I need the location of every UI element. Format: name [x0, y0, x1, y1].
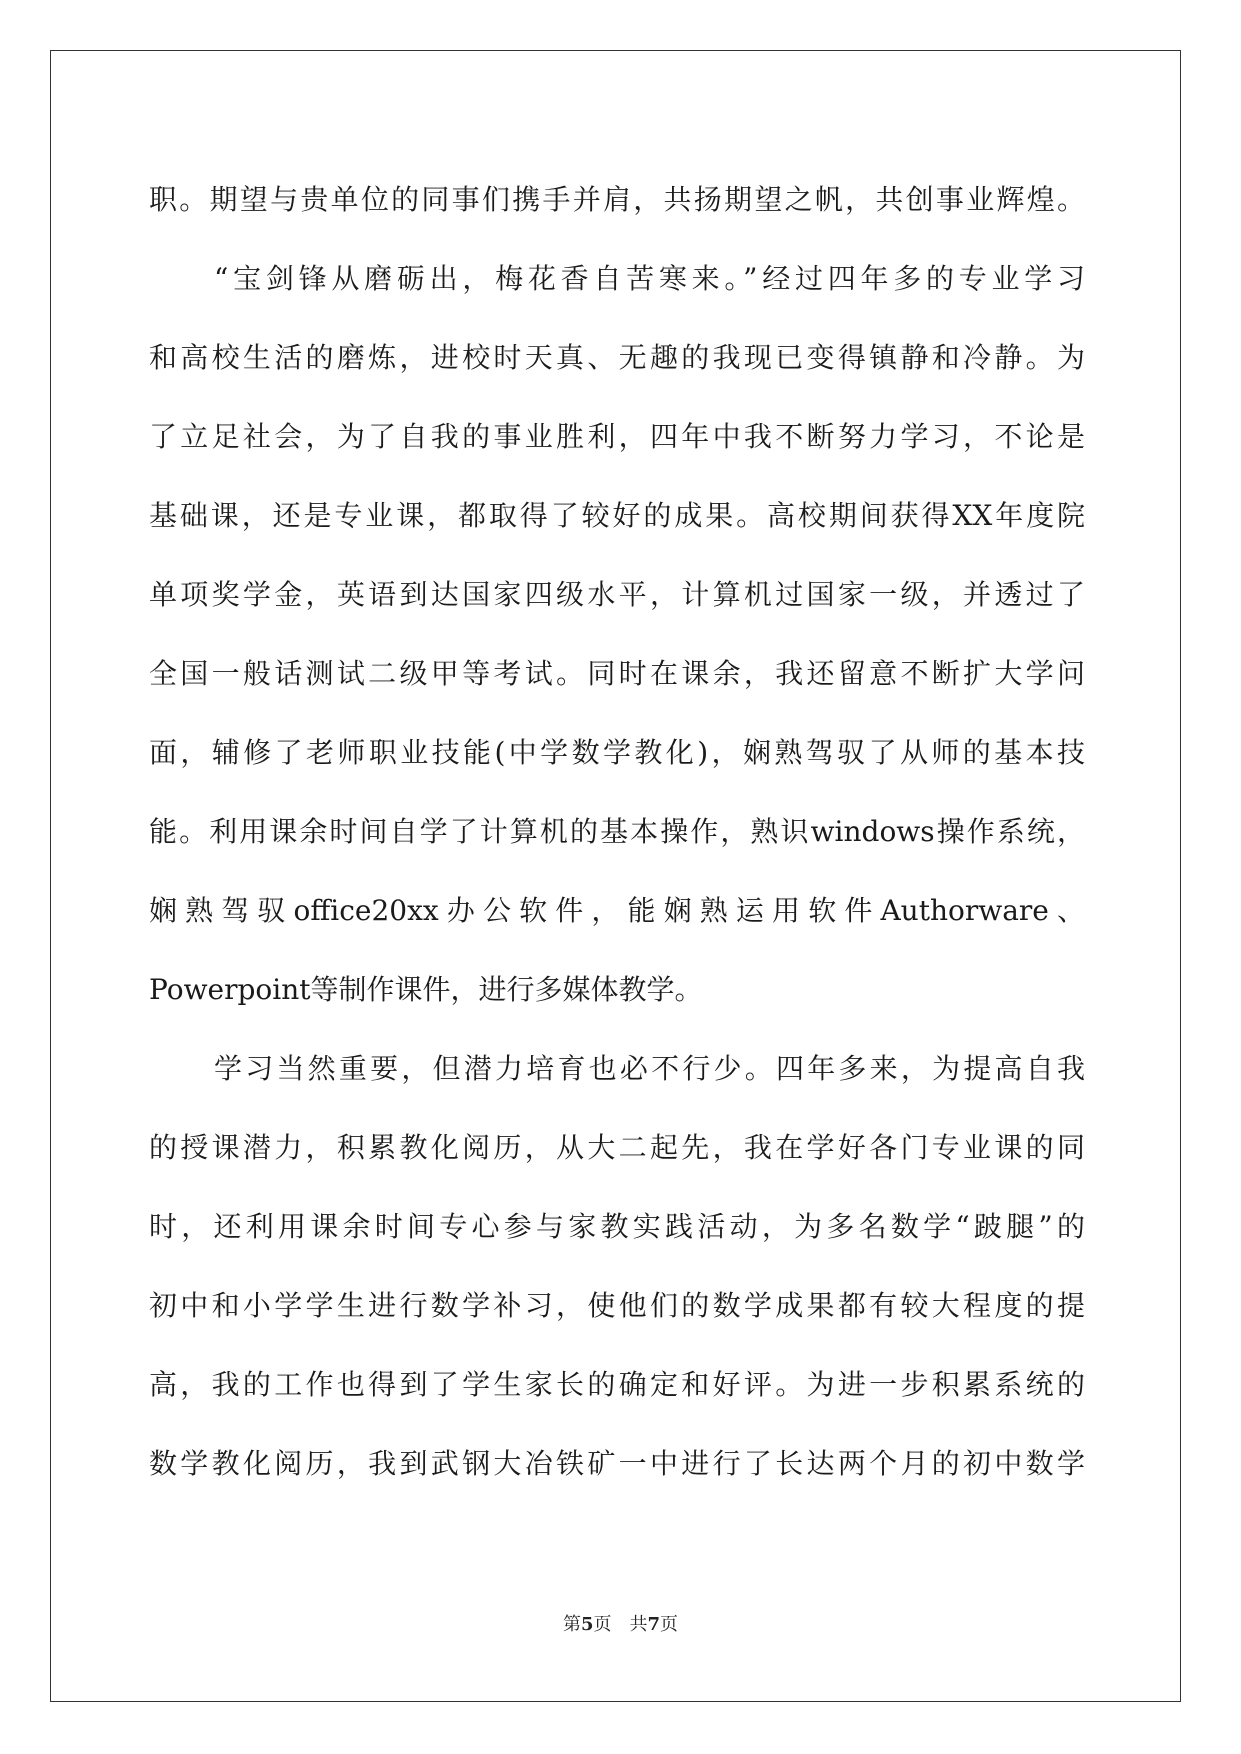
total-unit: 页 [660, 1614, 679, 1635]
text-line: 基础课，还是专业课，都取得了较好的成果。高校期间获得XX年度院 [149, 499, 1085, 532]
text-line: 娴熟驾驭office20xx办公软件，能娴熟运用软件Authorware、 [149, 894, 1085, 927]
text-line: 面，辅修了老师职业技能(中学数学教化)，娴熟驾驭了从师的基本技 [149, 736, 1085, 769]
text-line: 高，我的工作也得到了学生家长的确定和好评。为进一步积累系统的 [149, 1368, 1085, 1401]
text-line: 了立足社会，为了自我的事业胜利，四年中我不断努力学习，不论是 [149, 420, 1085, 453]
text-line: 的授课潜力，积累教化阅历，从大二起先，我在学好各门专业课的同 [149, 1131, 1085, 1164]
text-line: 能。利用课余时间自学了计算机的基本操作，熟识windows操作系统， [149, 815, 1085, 848]
text-line: 全国一般话测试二级甲等考试。同时在课余，我还留意不断扩大学问 [149, 657, 1085, 690]
total-prefix: 共 [629, 1614, 648, 1635]
page-total-number: 7 [647, 1614, 661, 1635]
text-line: 数学教化阅历，我到武钢大冶铁矿一中进行了长达两个月的初中数学 [149, 1447, 1085, 1480]
paragraph-start-line: “宝剑锋从磨砺出，梅花香自苦寒来。”经过四年多的专业学习 [214, 262, 1085, 295]
text-line: 职。期望与贵单位的同事们携手并肩，共扬期望之帆，共创事业辉煌。 [149, 183, 1085, 216]
document-body [149, 160, 1085, 1503]
text-line: 初中和小学学生进行数学补习，使他们的数学成果都有较大程度的提 [149, 1289, 1085, 1322]
page-footer [0, 1610, 1241, 1636]
page-current-number: 5 [580, 1614, 594, 1635]
page-unit: 页 [593, 1614, 612, 1635]
text-line: 时，还利用课余时间专心参与家教实践活动，为多名数学“跛腿”的 [149, 1210, 1085, 1243]
page-prefix: 第 [562, 1614, 581, 1635]
paragraph-end-line: Powerpoint等制作课件，进行多媒体教学。 [149, 973, 703, 1006]
paragraph-start-line: 学习当然重要，但潜力培育也必不行少。四年多来，为提高自我 [214, 1052, 1085, 1085]
text-line: 和高校生活的磨炼，进校时天真、无趣的我现已变得镇静和冷静。为 [149, 341, 1085, 374]
text-line: 单项奖学金，英语到达国家四级水平，计算机过国家一级，并透过了 [149, 578, 1085, 611]
